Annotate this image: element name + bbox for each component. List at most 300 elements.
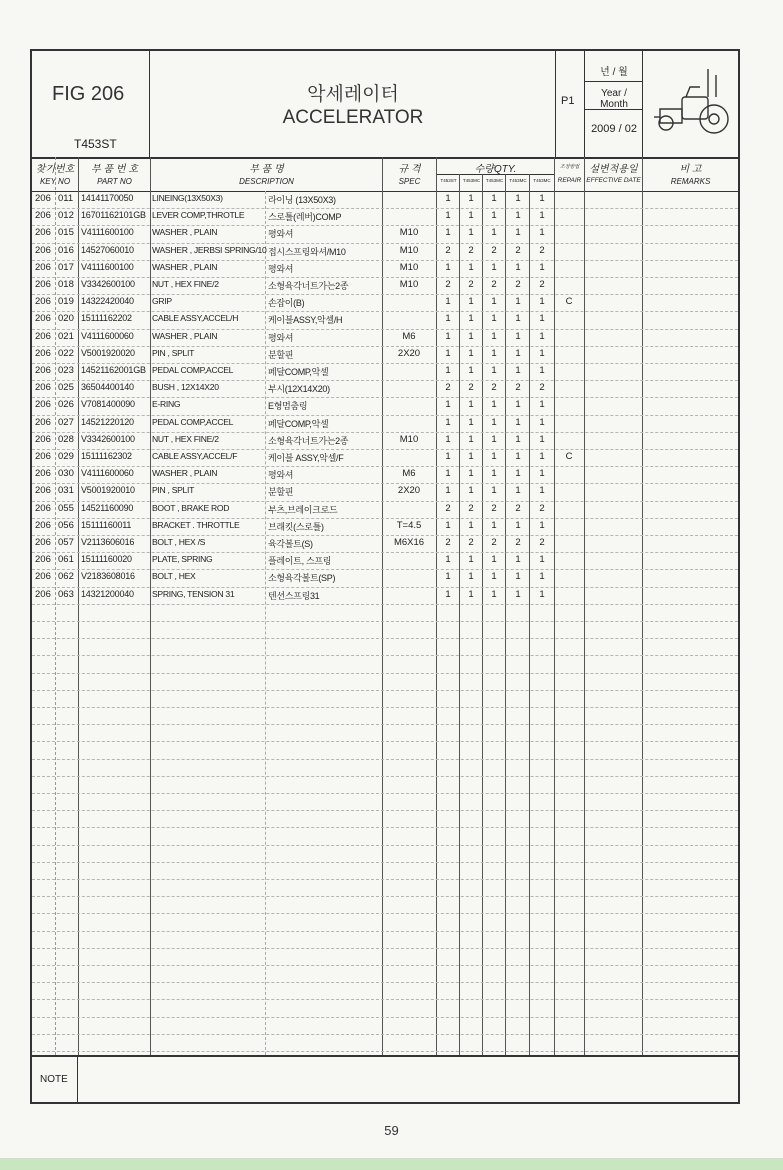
key-no-group: 206 — [35, 485, 51, 497]
description-english: PIN , SPLIT — [152, 347, 195, 358]
description-korean: 평와셔 — [268, 470, 294, 481]
quantity-cell: 1 — [539, 330, 545, 342]
part-number: 14521160090 — [81, 502, 134, 513]
description-english: BOLT , HEX /S — [152, 537, 206, 547]
description-korean: 평와셔 — [268, 263, 294, 274]
quantity-cell: 1 — [491, 313, 497, 325]
quantity-cell: 1 — [515, 571, 521, 583]
empty-row — [32, 896, 738, 914]
quantity-cell: 2 — [491, 279, 497, 290]
quantity-cell: 1 — [445, 451, 451, 462]
quantity-cell: 1 — [445, 468, 451, 480]
quantity-cell: 1 — [539, 554, 545, 566]
description-korean: 부 품 명 — [249, 164, 284, 175]
key-no-item: 016 — [58, 244, 74, 256]
spec-header: SPEC — [398, 177, 421, 186]
table-row — [32, 569, 738, 587]
quantity-cell: 1 — [539, 210, 545, 222]
bottom-strip — [0, 1158, 783, 1170]
quantity-cell: 1 — [539, 519, 545, 531]
part-number: V2113606016 — [81, 537, 135, 547]
description-korean: 소형육각너트가는2종 — [268, 281, 349, 291]
table-row — [32, 518, 738, 536]
key-no-group: 206 — [35, 502, 51, 514]
quantity-cell: 1 — [491, 193, 497, 204]
key-no-group: 206 — [35, 244, 51, 256]
quantity-cell: 2 — [539, 382, 545, 394]
table-row — [32, 397, 738, 415]
qty-model-4: T453MC — [509, 178, 527, 183]
description-korean: 평와셔 — [268, 229, 294, 240]
quantity-cell: 2 — [539, 279, 545, 290]
description-english: WASHER , PLAIN — [152, 227, 218, 238]
key-no-group: 206 — [35, 296, 51, 308]
quantity-cell: 1 — [445, 365, 451, 376]
quantity-cell: 1 — [515, 227, 521, 239]
quantity-cell: 2 — [515, 502, 521, 514]
table-row — [32, 483, 738, 501]
quantity-cell: 1 — [515, 433, 521, 445]
quantity-cell: 1 — [468, 296, 474, 308]
part-number: 15111160011 — [81, 519, 132, 530]
description-korean: 평와셔 — [268, 332, 294, 343]
description-english: SPRING, TENSION 31 — [152, 588, 235, 599]
description-korean: 브래킷(스로틀) — [268, 521, 324, 532]
empty-row — [32, 655, 738, 673]
quantity-cell: 2 — [515, 244, 521, 256]
key-no-group: 206 — [35, 519, 51, 531]
key-no-item: 011 — [58, 193, 74, 204]
quantity-cell: 1 — [445, 433, 451, 445]
quantity-cell: 1 — [515, 554, 521, 566]
key-no-group: 206 — [35, 193, 51, 204]
description-english: GRIP — [152, 296, 172, 307]
key-no-item: 025 — [58, 382, 74, 394]
description-korean: 텐션스프링31 — [268, 590, 320, 601]
quantity-cell: 1 — [539, 468, 545, 480]
part-number: 14321200040 — [81, 588, 134, 599]
empty-row — [32, 707, 738, 725]
quantity-cell: 1 — [468, 227, 474, 239]
table-row — [32, 311, 738, 329]
effective-date-header: EFFECTIVE DATE — [586, 177, 641, 184]
part-number: V5001920010 — [81, 485, 135, 496]
table-row — [32, 466, 738, 484]
quantity-cell: 1 — [539, 588, 545, 600]
remarks-header: REMARKS — [670, 177, 711, 186]
quantity-cell: 2 — [468, 382, 474, 394]
key-no-group: 206 — [35, 313, 51, 325]
key-no-group: 206 — [35, 365, 51, 376]
quantity-cell: 1 — [491, 365, 497, 376]
key-no-group: 206 — [35, 433, 51, 445]
key-no-item: 021 — [58, 330, 74, 342]
quantity-cell: 1 — [445, 261, 451, 273]
spec-value: M10 — [399, 433, 419, 445]
empty-row — [32, 724, 738, 742]
quantity-cell: 1 — [491, 571, 497, 583]
quantity-cell: 1 — [445, 313, 451, 325]
qty-model-2: T453MC — [462, 178, 481, 183]
key-no-item: 018 — [58, 279, 74, 290]
repair-code: C — [565, 296, 573, 308]
quantity-cell: 1 — [491, 451, 497, 462]
spec-value: M6 — [402, 468, 416, 480]
remarks-korean: 비 고 — [679, 164, 702, 175]
sheet-header — [32, 51, 738, 159]
quantity-cell: 1 — [468, 365, 474, 376]
quantity-cell: 1 — [468, 330, 474, 342]
key-no-item: 031 — [58, 485, 74, 497]
empty-row — [32, 827, 738, 845]
quantity-cell: 2 — [491, 502, 497, 514]
quantity-cell: 1 — [515, 261, 521, 273]
key-no-item: 026 — [58, 399, 74, 411]
description-korean: 분할핀 — [268, 349, 294, 360]
key-no-korean: 찾기번호 — [35, 164, 75, 175]
key-no-item: 061 — [58, 554, 74, 566]
key-no-group: 206 — [35, 399, 51, 411]
empty-row — [32, 604, 738, 622]
quantity-cell: 1 — [491, 330, 497, 342]
page-label: P1 — [561, 95, 575, 107]
model-code: T453ST — [74, 137, 117, 151]
qty-model-5: T453MC — [533, 178, 551, 183]
quantity-cell: 1 — [539, 227, 545, 239]
year-month-korean: 년 / 월 — [600, 67, 628, 78]
quantity-cell: 2 — [515, 537, 521, 548]
quantity-cell: 1 — [491, 399, 497, 411]
key-no-item: 027 — [58, 416, 74, 428]
quantity-cell: 1 — [445, 416, 451, 428]
quantity-cell: 1 — [515, 485, 521, 497]
spec-value: 2X20 — [397, 347, 421, 359]
quantity-cell: 2 — [491, 382, 497, 394]
description-korean: 소형육각볼트(SP) — [268, 573, 336, 584]
quantity-cell: 1 — [491, 485, 497, 497]
spec-value: T=4.5 — [396, 519, 422, 531]
key-no-group: 206 — [35, 588, 51, 600]
quantity-cell: 1 — [515, 296, 521, 308]
description-korean: 라이닝 (13X50X3) — [268, 195, 336, 205]
description-english: WASHER , PLAIN — [152, 468, 218, 479]
key-no-group: 206 — [35, 210, 51, 222]
year-month-label: Year / Month — [600, 88, 628, 110]
description-korean: 육각볼트(S) — [268, 539, 313, 549]
table-row — [32, 535, 738, 553]
quantity-cell: 1 — [539, 451, 545, 462]
quantity-cell: 1 — [468, 588, 474, 600]
description-korean: 페달COMP,악셀 — [268, 418, 329, 429]
description-korean: 소형육각너트가는2종 — [268, 435, 349, 446]
empty-row — [32, 1034, 738, 1052]
empty-row — [32, 793, 738, 811]
description-english: WASHER , PLAIN — [152, 261, 218, 272]
key-no-group: 206 — [35, 554, 51, 566]
quantity-cell: 1 — [539, 193, 545, 204]
table-row — [32, 449, 738, 467]
part-number: V3342600100 — [81, 433, 135, 444]
quantity-cell: 1 — [491, 468, 497, 480]
spec-value: 2X20 — [397, 485, 421, 497]
part-number: V7081400090 — [81, 399, 135, 410]
quantity-cell: 1 — [539, 365, 545, 376]
description-english: BRACKET . THROTTLE — [152, 519, 240, 530]
empty-row — [32, 879, 738, 897]
description-english: PIN , SPLIT — [152, 485, 195, 496]
note-label: NOTE — [40, 1074, 68, 1085]
quantity-cell: 2 — [491, 244, 497, 256]
quantity-cell: 1 — [491, 347, 497, 359]
key-no-item: 028 — [58, 433, 74, 445]
quantity-cell: 1 — [515, 193, 521, 204]
key-no-item: 062 — [58, 571, 74, 583]
part-number: 14521220120 — [81, 416, 134, 427]
description-english: CABLE ASSY,ACCEL/H — [152, 313, 239, 324]
quantity-cell: 1 — [445, 485, 451, 497]
key-no-group: 206 — [35, 537, 51, 548]
quantity-cell: 2 — [468, 279, 474, 290]
description-english: PEDAL COMP,ACCEL — [152, 365, 234, 375]
quantity-cell: 1 — [515, 365, 521, 376]
key-no-group: 206 — [35, 330, 51, 342]
description-korean: 케이블 ASSY,악셀/F — [268, 453, 344, 463]
part-number: V4111600100 — [81, 227, 134, 238]
quantity-cell: 1 — [539, 347, 545, 359]
quantity-cell: 1 — [515, 330, 521, 342]
quantity-cell: 1 — [539, 433, 545, 445]
description-korean: 분할핀 — [268, 487, 294, 498]
description-english: CABLE ASSY,ACCEL/F — [152, 451, 238, 461]
key-no-item: 055 — [58, 502, 74, 514]
spec-value: M6 — [402, 330, 416, 342]
key-no-item: 019 — [58, 296, 74, 308]
quantity-cell: 1 — [515, 416, 521, 428]
column-header — [32, 157, 738, 192]
repair-korean: 조정방법 — [559, 164, 580, 170]
qty-model-1: T453ST — [440, 178, 457, 183]
table-row — [32, 260, 738, 278]
part-number: V2183608016 — [81, 571, 135, 582]
table-row — [32, 363, 738, 381]
description-english: BUSH , 12X14X20 — [152, 382, 219, 393]
key-no-item: 022 — [58, 347, 74, 359]
description-english: BOLT , HEX — [152, 571, 196, 582]
key-no-item: 056 — [58, 519, 74, 531]
qty-model-3: T453MC — [485, 178, 504, 183]
key-no-group: 206 — [35, 451, 51, 462]
quantity-cell: 1 — [445, 554, 451, 566]
table-row — [32, 294, 738, 312]
quantity-cell: 1 — [445, 519, 451, 531]
quantity-cell: 1 — [468, 399, 474, 411]
key-no-item: 020 — [58, 313, 74, 325]
quantity-cell: 2 — [539, 502, 545, 514]
quantity-cell: 1 — [445, 330, 451, 342]
part-number: 14527060010 — [81, 244, 134, 255]
table-row — [32, 415, 738, 433]
table-row — [32, 552, 738, 570]
quantity-cell: 1 — [468, 261, 474, 273]
spec-value: M6X16 — [393, 537, 425, 548]
empty-row — [32, 776, 738, 794]
key-no-item: 063 — [58, 588, 74, 600]
quantity-cell: 1 — [468, 210, 474, 222]
description-korean: 손잡이(B) — [268, 298, 305, 309]
figure-number: FIG 206 — [52, 83, 125, 105]
table-row — [32, 277, 738, 295]
empty-row — [32, 965, 738, 983]
tractor-icon — [646, 57, 734, 153]
part-number: 36504400140 — [81, 382, 134, 393]
key-no-group: 206 — [35, 416, 51, 428]
quantity-cell: 2 — [468, 244, 474, 256]
quantity-cell: 2 — [539, 537, 545, 548]
quantity-cell: 1 — [515, 210, 521, 222]
quantity-cell: 1 — [491, 296, 497, 308]
year-month-value: 2009 / 02 — [591, 123, 637, 135]
quantity-cell: 1 — [445, 347, 451, 359]
quantity-cell: 1 — [539, 571, 545, 583]
key-no-item: 057 — [58, 537, 74, 548]
quantity-cell: 1 — [515, 519, 521, 531]
description-korean: 부시(12X14X20) — [268, 384, 330, 395]
table-row — [32, 380, 738, 398]
quantity-cell: 1 — [491, 416, 497, 428]
quantity-cell: 2 — [445, 382, 451, 394]
empty-row — [32, 690, 738, 708]
part-number: V4111600100 — [81, 261, 134, 272]
quantity-cell: 1 — [445, 296, 451, 308]
effective-date-korean: 설변적용일 — [589, 164, 638, 175]
quantity-cell: 2 — [491, 537, 497, 548]
description-korean: 부츠,브레이크로드 — [268, 504, 338, 515]
table-row — [32, 191, 738, 209]
repair-code: C — [565, 451, 573, 462]
part-number: 15111162202 — [81, 313, 132, 324]
spec-value: M10 — [399, 279, 419, 290]
key-no-header: KEY NO — [39, 177, 71, 186]
empty-row — [32, 759, 738, 777]
quantity-cell: 2 — [445, 244, 451, 256]
description-english: BOOT , BRAKE ROD — [152, 502, 230, 513]
key-no-group: 206 — [35, 468, 51, 480]
description-english: PEDAL COMP,ACCEL — [152, 416, 234, 427]
description-korean: 페달COMP,악셀 — [268, 367, 329, 377]
description-english: NUT , HEX FINE/2 — [152, 279, 219, 289]
empty-row — [32, 621, 738, 639]
quantity-cell: 2 — [468, 502, 474, 514]
part-number: 14141170050 — [81, 193, 134, 203]
quantity-cell: 1 — [491, 261, 497, 273]
quantity-cell: 1 — [468, 451, 474, 462]
empty-row — [32, 1017, 738, 1035]
key-no-item: 012 — [58, 210, 74, 222]
quantity-cell: 1 — [468, 554, 474, 566]
spec-value: M10 — [399, 244, 419, 256]
empty-row — [32, 931, 738, 949]
table-row — [32, 243, 738, 261]
part-number: 14322420040 — [81, 296, 134, 307]
key-no-group: 206 — [35, 382, 51, 394]
quantity-cell: 1 — [515, 313, 521, 325]
quantity-cell: 1 — [491, 433, 497, 445]
empty-row — [32, 982, 738, 1000]
spec-korean: 규 격 — [398, 164, 421, 175]
part-number: V4111600060 — [81, 468, 134, 479]
key-no-item: 030 — [58, 468, 74, 480]
table-row — [32, 587, 738, 605]
quantity-cell: 2 — [445, 279, 451, 290]
title-english: ACCELERATOR — [282, 107, 424, 128]
quantity-cell: 1 — [539, 399, 545, 411]
title-korean: 악세레이터 — [307, 84, 399, 105]
table-row — [32, 225, 738, 243]
description-english: WASHER , PLAIN — [152, 330, 218, 341]
quantity-cell: 1 — [539, 296, 545, 308]
description-english: E-RING — [152, 399, 181, 410]
part-number: 15111162302 — [81, 451, 132, 461]
empty-row — [32, 862, 738, 880]
quantity-cell: 2 — [515, 279, 521, 290]
description-header: DESCRIPTION — [239, 177, 294, 186]
part-number: V4111600060 — [81, 330, 134, 341]
part-number: V3342600100 — [81, 279, 135, 289]
quantity-cell: 1 — [468, 519, 474, 531]
parts-sheet — [30, 49, 740, 1104]
description-korean: E형멈춤링 — [268, 401, 308, 412]
empty-row — [32, 741, 738, 759]
key-no-item: 017 — [58, 261, 74, 273]
quantity-cell: 1 — [491, 227, 497, 239]
quantity-cell: 2 — [445, 502, 451, 514]
empty-row — [32, 913, 738, 931]
quantity-cell: 1 — [445, 571, 451, 583]
key-no-item: 015 — [58, 227, 74, 239]
quantity-cell: 1 — [468, 347, 474, 359]
description-korean: 플레이트, 스프링 — [268, 556, 332, 567]
description-english: LINEING(13X50X3) — [152, 193, 223, 203]
quantity-cell: 1 — [491, 588, 497, 600]
empty-row — [32, 638, 738, 656]
part-no-header: PART NO — [97, 177, 132, 186]
key-no-group: 206 — [35, 347, 51, 359]
empty-row — [32, 810, 738, 828]
quantity-cell: 1 — [468, 485, 474, 497]
part-number: 14521162001GB — [81, 365, 146, 375]
repair-header: REPAIR — [557, 177, 582, 184]
empty-row — [32, 999, 738, 1017]
part-number: V5001920020 — [81, 347, 135, 358]
quantity-cell: 1 — [515, 399, 521, 411]
quantity-cell: 1 — [491, 210, 497, 222]
quantity-cell: 1 — [515, 468, 521, 480]
key-no-group: 206 — [35, 571, 51, 583]
quantity-cell: 1 — [468, 416, 474, 428]
table-row — [32, 329, 738, 347]
quantity-cell: 2 — [515, 382, 521, 394]
quantity-cell: 1 — [539, 416, 545, 428]
quantity-cell: 2 — [445, 537, 451, 548]
part-number: 15111160020 — [81, 554, 132, 565]
description-korean: 접시스프링와셔/M10 — [268, 246, 346, 257]
quantity-cell: 1 — [539, 485, 545, 497]
quantity-cell: 1 — [445, 399, 451, 411]
key-no-item: 023 — [58, 365, 74, 376]
quantity-cell: 1 — [491, 554, 497, 566]
description-english: PLATE, SPRING — [152, 554, 213, 565]
quantity-cell: 1 — [491, 519, 497, 531]
